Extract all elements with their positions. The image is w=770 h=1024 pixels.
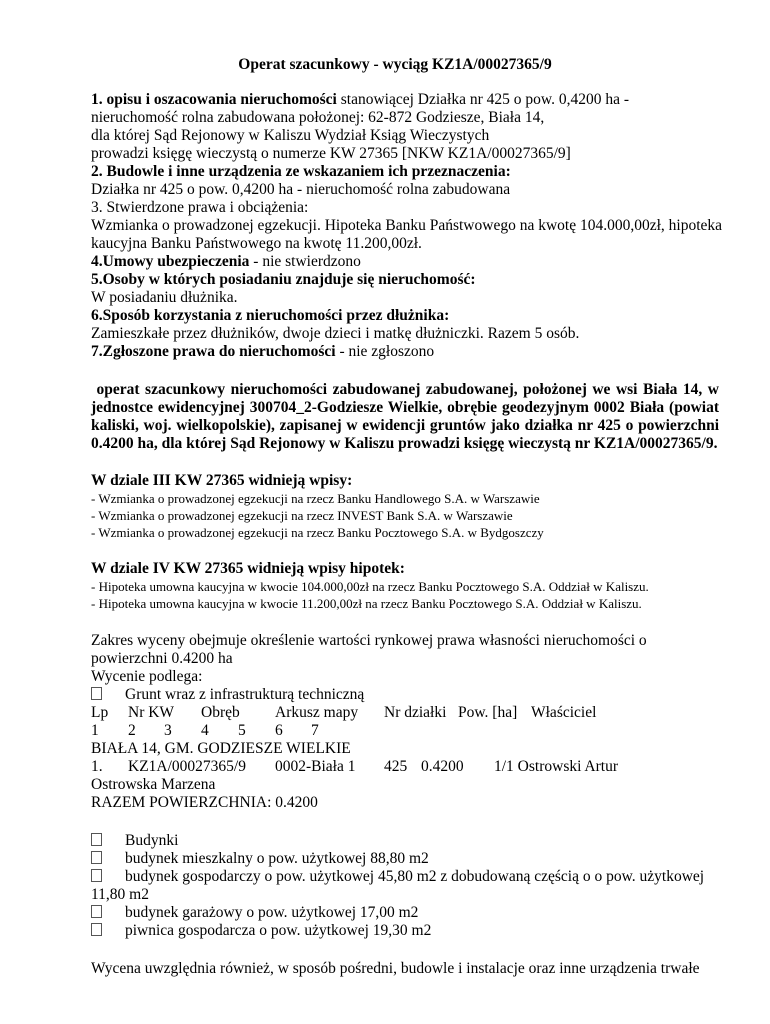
table-header-nr-kw: Nr KW: [128, 704, 175, 721]
dzial-3-item: - Wzmianka o prowadzonej egzekucji na rzecz Banku Pocztowego S.A. w Bydgoszczy: [91, 525, 544, 540]
operat-paragraph: [91, 381, 719, 453]
section-3-heading: 3. Stwierdzone prawa i obciążenia:: [91, 199, 309, 216]
section-2-text: Działka nr 425 o pow. 0,4200 ha - nieruchomość rolna zabudowana: [91, 181, 511, 198]
dzial-3-item: - Wzmianka o prowadzonej egzekucji na rzecz INVEST Bank S.A. w Warszawie: [91, 508, 513, 523]
table-col-number: 5: [238, 722, 246, 739]
budynek-item-continued: 11,80 m2: [91, 886, 149, 903]
table-header-arkusz: Arkusz mapy: [275, 704, 359, 721]
budynek-text: budynek gospodarczy o pow. użytkowej 45,80 m2 z dobudowaną częścią o o pow. użytkowej: [125, 868, 705, 885]
zakres-line-3: Wycenie podlega:: [91, 668, 203, 685]
section-7: [91, 343, 719, 361]
dzial-4-heading: W dziale IV KW 27365 widnieją wpisy hipotek:: [91, 560, 405, 577]
section-1-line-4: prowadzi księgę wieczystą o numerze KW 27365 [NKW KZ1A/00027365/9]: [91, 145, 571, 162]
table-cell-wlasciciel: 1/1 Ostrowski Artur: [494, 758, 618, 775]
dzial-4-item: - Hipoteka umowna kaucyjna w kwocie 104.000,00zł na rzecz Banku Pocztowego S.A. Oddział w Kaliszu.: [91, 579, 649, 594]
budynki-heading-row: [91, 832, 719, 850]
footer-text: Wycena uwzględnia również, w sposób pośredni, budowle i instalacje oraz inne urządzenia trwałe: [91, 960, 700, 977]
section-3-line-1: Wzmianka o prowadzonej egzekucji. Hipoteka Banku Państwowego na kwotę 104.000,00zł, hipoteka: [91, 217, 723, 234]
table-cell-dzialka: 425: [384, 758, 408, 775]
section-7-value: - nie zgłoszono: [335, 343, 435, 360]
table-header-nr-dzialki: Nr działki: [384, 704, 447, 721]
section-6-heading: 6.Sposób korzystania z nieruchomości przez dłużnika:: [91, 307, 450, 324]
table-col-number: 6: [275, 722, 283, 739]
table-number-row: [91, 722, 719, 740]
section-6-text: Zamieszkałe przez dłużników, dwoje dzieci i matkę dłużniczki. Razem 5 osób.: [91, 325, 580, 342]
zakres-line-1: Zakres wyceny obejmuje określenie wartości rynkowej prawa własności nieruchomości o: [91, 632, 647, 649]
dzial-4-item: - Hipoteka umowna kaucyjna w kwocie 11.200,00zł na rzecz Banku Pocztowego S.A. Oddział w Kaliszu.: [91, 596, 642, 611]
table-owner-2: Ostrowska Marzena: [91, 776, 216, 793]
budynek-item: [91, 922, 719, 940]
checkbox-bullet-icon: [91, 904, 125, 922]
checkbox-bullet-icon: [91, 868, 125, 886]
zakres-line-2: powierzchni 0.4200 ha: [91, 650, 233, 667]
budynek-item: [91, 850, 719, 868]
budynki-heading: Budynki: [125, 832, 179, 849]
table-col-number: 3: [164, 722, 172, 739]
table-col-number: 7: [311, 722, 319, 739]
table-col-number: 2: [128, 722, 136, 739]
table-cell-pow: 0.4200: [421, 758, 464, 775]
section-1-heading: 1. opisu i oszacowania nieruchomości: [91, 91, 337, 108]
table-cell-lp: 1.: [91, 758, 103, 775]
operat-line-4: 0.4200 ha, dla której Sąd Rejonowy w Kaliszu prowadzi księgę wieczystą nr KZ1A/00027365/9.: [91, 435, 718, 452]
table-header-obreb: Obręb: [201, 704, 240, 721]
table-total: RAZEM POWIERZCHNIA: 0.4200: [91, 794, 318, 811]
operat-line-2: jednostce ewidencyjnej 300704_2-Godziesze Wielkie, obrębie geodezyjnym 0002 Biała (powiat: [91, 399, 719, 416]
section-7-heading: 7.Zgłoszone prawa do nieruchomości: [91, 343, 336, 360]
section-3-line-2: kaucyjna Banku Państwowego na kwotę 11.200,00zł.: [91, 235, 422, 252]
table-cell-obreb: 0002-Biała 1: [275, 758, 356, 775]
section-4-heading: 4.Umowy ubezpieczenia: [91, 253, 250, 270]
budynek-item: [91, 868, 719, 886]
section-1-line-1: [91, 91, 719, 109]
document-content: [91, 56, 723, 978]
zakres-bullet: [91, 686, 719, 704]
table-col-number: 4: [201, 722, 209, 739]
table-header-pow: Pow. [ha]: [458, 704, 518, 721]
table-cell-kw: KZ1A/00027365/9: [128, 758, 246, 775]
table-row: [91, 758, 719, 776]
section-1-line-2: nieruchomość rolna zabudowana położonej: 62-872 Godziesze, Biała 14,: [91, 109, 545, 126]
table-header-row: [91, 704, 719, 722]
table-col-number: 1: [91, 722, 99, 739]
budynek-text: piwnica gospodarcza o pow. użytkowej 19,30 m2: [125, 922, 432, 939]
operat-line-1: operat szacunkowy nieruchomości zabudowanej zabudowanej, położonej we wsi Biała 14, w: [91, 381, 719, 398]
section-4: [91, 253, 719, 271]
budynek-item: [91, 904, 719, 922]
section-2-heading: 2. Budowle i inne urządzenia ze wskazaniem ich przeznaczenia:: [91, 163, 511, 180]
checkbox-bullet-icon: [91, 832, 125, 850]
section-1-line-1-rest: stanowiącej Działka nr 425 o pow. 0,4200 ha -: [336, 91, 629, 108]
document-title: Operat szacunkowy - wyciąg KZ1A/00027365/9: [238, 56, 552, 73]
checkbox-bullet-icon: [91, 922, 125, 940]
zakres-bullet-text: Grunt wraz z infrastrukturą techniczną: [125, 686, 365, 703]
section-1-line-3: dla której Sąd Rejonowy w Kaliszu Wydział Ksiąg Wieczystych: [91, 127, 490, 144]
table-header-lp: Lp: [91, 704, 109, 721]
section-5-text: W posiadaniu dłużnika.: [91, 289, 238, 306]
budynek-text: budynek garażowy o pow. użytkowej 17,00 m2: [125, 904, 419, 921]
checkbox-bullet-icon: [91, 686, 125, 704]
operat-line-3: kaliski, woj. wielkopolskie), zapisanej w ewidencji gruntów jako działka nr 425 o powierzchni: [91, 417, 719, 434]
budynek-text: budynek mieszkalny o pow. użytkowej 88,80 m2: [125, 850, 429, 867]
table-location: BIAŁA 14, GM. GODZIESZE WIELKIE: [91, 740, 351, 757]
table-header-wlasciciel: Właściciel: [531, 704, 597, 721]
dzial-3-item: - Wzmianka o prowadzonej egzekucji na rzecz Banku Handlowego S.A. w Warszawie: [91, 491, 540, 506]
dzial-3-heading: W dziale III KW 27365 widnieją wpisy:: [91, 472, 353, 489]
checkbox-bullet-icon: [91, 850, 125, 868]
section-4-value: - nie stwierdzono: [249, 253, 361, 270]
section-5-heading: 5.Osoby w których posiadaniu znajduje się nieruchomość:: [91, 271, 476, 288]
